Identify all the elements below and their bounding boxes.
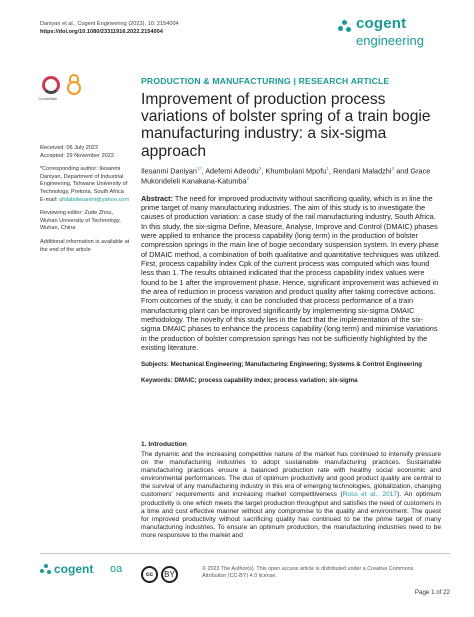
journal-name-top: cogent bbox=[356, 15, 407, 32]
author-name[interactable]: Rendani Maladzhi bbox=[333, 166, 392, 176]
by-icon: BY bbox=[161, 566, 178, 583]
reviewing-editor: Reviewing editor: Zude Zhou, Wuhan University of Technology, Wuhan, China bbox=[40, 210, 121, 232]
author-affiliation-marker: 2 bbox=[391, 166, 395, 172]
author-separator: , bbox=[329, 166, 334, 176]
footer-brand-suffix: oa bbox=[110, 563, 123, 575]
reference-link[interactable]: Ross et al., 2017 bbox=[342, 491, 398, 499]
article-sidebar bbox=[40, 145, 132, 260]
article-badges bbox=[40, 74, 100, 104]
crossmark-badge[interactable] bbox=[38, 76, 60, 101]
keywords: Keywords: DMAIC; process capability index; process variation; six-sigma bbox=[141, 376, 358, 384]
author-separator: , bbox=[201, 166, 206, 176]
author-separator: , bbox=[261, 166, 266, 176]
author-affiliation-marker: 1 bbox=[326, 166, 330, 172]
introduction-section bbox=[141, 441, 441, 540]
author-name[interactable]: Adefemi Adeodu bbox=[205, 166, 259, 176]
doi-link[interactable]: https://doi.org/10.1080/23311916.2022.2154004 bbox=[40, 29, 163, 35]
author-email-link[interactable]: afolabiilesanmi@yahoo.com bbox=[58, 196, 130, 203]
cogent-oa-logo-icon bbox=[40, 564, 52, 576]
footer-brand-name: cogent bbox=[54, 562, 94, 576]
accepted-date: Accepted: 29 November 2022 bbox=[40, 152, 115, 159]
author-name[interactable]: Khumbulani Mpofu bbox=[265, 166, 327, 176]
author-separator: and bbox=[394, 166, 411, 176]
author-name[interactable]: Grace Mukondeleli Kanakana-Katumba bbox=[141, 166, 431, 186]
article-header bbox=[141, 76, 441, 393]
crossmark-label: CrossMark bbox=[38, 96, 58, 101]
additional-info: Additional information is available at the end of the article bbox=[40, 238, 130, 253]
author-affiliation-marker: 1* bbox=[196, 166, 202, 172]
article-title: Improvement of production process variations of bolster spring of a train bogie manufacturing industry: a six-sigma approach bbox=[141, 91, 431, 160]
footer-divider bbox=[40, 553, 450, 554]
citation-line: Daniyan et al., Cogent Engineering (2023), 10: 2154004 bbox=[40, 21, 179, 27]
footer-logo[interactable] bbox=[40, 562, 140, 580]
cogent-logo-icon bbox=[338, 20, 352, 34]
subjects: Subjects: Mechanical Engineering; Manufacturing Engineering; Systems & Control Engineering bbox=[141, 360, 422, 368]
corresponding-author: *Corresponding author: Ilesanmi Daniyan, Department of Industrial Engineering, Tshwane University of Technology, Pretoria, South Africa E-mail: afolabiilesanmi@yahoo.com bbox=[40, 166, 130, 203]
intro-text: The dynamic and the increasing competitive nature of the market has continued to intensify pressure on the manufacturing industries to adopt sustainable manufacturing practices. Sustainable manufacturing practices ensure a balanced production rate with healthy social economic and environmental performances. The duo of optimum productivity and good product quality are central to the survival of any manufacturing industry in this era of emerging technologies, globalization, changing customers' requirements and increasing market competitiveness (Ross et al., 2017). An optimum productivity is one which meets the target production throughput and satisfies the need of customers in a time and cost effective manner without any compromise to the quality and environment. The quest for improved productivity without sacrificing quality has continued to be the prime target of many manufacturing industries. To ensure an optimum production, the manufacturing industries need to be more responsive to the market and bbox=[141, 451, 442, 539]
crossmark-icon bbox=[42, 76, 60, 94]
author-name[interactable]: Ilesanmi Daniyan bbox=[141, 166, 197, 176]
received-date: Received: 06 July 2022 bbox=[40, 145, 99, 151]
abstract bbox=[141, 194, 441, 353]
author-list bbox=[141, 165, 441, 186]
abstract-label: Abstract: bbox=[141, 193, 174, 203]
citation-block bbox=[40, 20, 179, 36]
cc-icon: cc bbox=[141, 566, 158, 583]
author-affiliation-marker: 2 bbox=[258, 166, 262, 172]
journal-name-bottom: engineering bbox=[356, 33, 424, 48]
section-label: PRODUCTION & MANUFACTURING | RESEARCH ARTICLE bbox=[141, 76, 390, 86]
cc-by-license-icon[interactable] bbox=[141, 566, 187, 584]
abstract-text: The need for improved productivity without sacrificing quality, which is in line the prime target of many manufacturing industries. The aim of this study is to investigate the causes of production variation: a case study of the rail manufacturing industry, South Africa. In this study, the six-sigma Define, Measure, Analyse, Improve and Control (DMAIC) phases were applied to enhance the process capability (long term) in the production of bolster compression springs in the main line of bogie secondary suspension system. In every phase of DMAIC method, a combination of both qualitative and quantitative techniques was utilized. First, process capability index Cpk of the current process was computed which was found less than 1. The results obtained indicated that the process capability index values were found to be 1 after the improvement phase. Hence, significant improvement was achieved in the area of reduction in process variation and product quality after taking corrective actions. From outcomes of the study, it can be concluded that process performance of a train manufacturing plant can be improved significantly by implementing six-sigma DMAIC methodology. The novelty of this study lies in the fact that the implementation of the six-sigma DMAIC phases to enhance the process capability (long term) and minimise variations in the production of bolster compression springs has not be sufficiently highlighted by the existing literature. bbox=[141, 193, 441, 353]
license-text: © 2023 The Author(s). This open access article is distributed under a Creative Commons Attribution (CC-BY) 4.0 license. bbox=[202, 566, 414, 580]
author-affiliation-marker: 2 bbox=[246, 177, 250, 183]
intro-heading: 1. Introduction bbox=[141, 441, 187, 448]
page-number: Page 1 of 22 bbox=[414, 589, 450, 596]
open-access-icon bbox=[66, 74, 82, 96]
dates bbox=[40, 145, 132, 160]
